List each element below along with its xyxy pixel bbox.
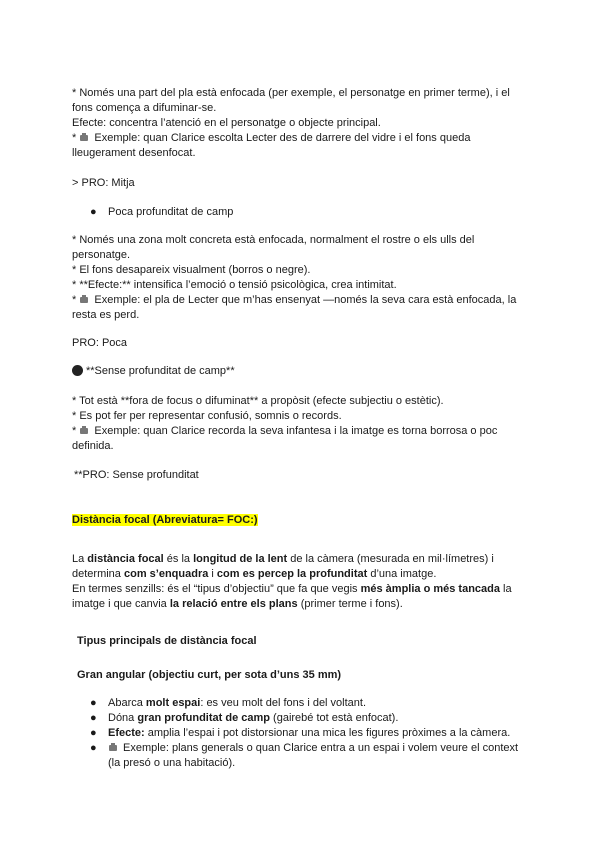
text-line: * Només una part del pla està enfocada (per exemple, el personatge en primer terme), i el [72, 87, 510, 99]
bullet-list-poca [90, 205, 530, 220]
bullet-icon: ● [90, 712, 97, 724]
text-line: Efecte: concentra l’atenció en el personatge o objecte principal. [72, 117, 381, 129]
text-line: * Es pot fer per representar confusió, somnis o records. [72, 410, 342, 422]
pro-mitja: > PRO: Mitja [72, 177, 135, 189]
text-line: (la presó o una habitació). [108, 757, 236, 769]
camera-icon [108, 743, 118, 752]
text-line: lleugerament desenfocat. [72, 147, 196, 159]
camera-icon [79, 295, 89, 304]
black-circle-icon [72, 365, 83, 376]
focal-paragraph [72, 552, 532, 612]
text-line: resta es perd. [72, 309, 140, 321]
bullet-icon: ● [90, 697, 97, 709]
example-line: * Exemple: quan Clarice escolta Lecter des de darrere del vidre i el fons queda [72, 132, 471, 144]
example-line: * Exemple: el pla de Lecter que m’has ensenyat —només la seva cara està enfocada, la [72, 294, 517, 306]
text-line: personatge. [72, 249, 131, 261]
list-item: ● Dóna gran profunditat de camp (gairebé tot està enfocat). [90, 712, 399, 724]
sense-paragraph [72, 394, 532, 454]
list-item: ● Poca profunditat de camp [90, 206, 234, 218]
text-line: * Només una zona molt concreta està enfocada, normalment el rostre o els ulls del [72, 234, 475, 246]
tipus-heading: Tipus principals de distància focal [77, 635, 257, 647]
text-line: * El fons desapareix visualment (borros o negre). [72, 264, 311, 276]
bullet-icon: ● [90, 742, 97, 754]
text-line: * **Efecte:** intensifica l’emoció o tensió psicològica, crea intimitat. [72, 279, 397, 291]
example-line: * Exemple: quan Clarice recorda la seva infantesa i la imatge es torna borrosa o poc [72, 425, 498, 437]
sense-heading: **Sense profunditat de camp** [72, 364, 532, 379]
pro-poca: PRO: Poca [72, 337, 128, 349]
text-line: imatge i que canvia la relació entre els plans (primer terme i fons). [72, 598, 403, 610]
bullet-icon: ● [90, 727, 97, 739]
bullet-icon: ● [90, 206, 97, 218]
poca-paragraph [72, 233, 532, 323]
focal-heading: Distància focal (Abreviatura= FOC:) [72, 514, 258, 526]
pro-sense: **PRO: Sense profunditat [74, 469, 199, 481]
camera-icon [79, 133, 89, 142]
text-line: determina com s’enquadra i com es percep la profunditat d’una imatge. [72, 568, 437, 580]
list-item: ● Efecte: amplia l’espai i pot distorsionar una mica les figures pròximes a la càmera. [90, 727, 511, 739]
gran-angular-heading: Gran angular (objectiu curt, per sota d’uns 35 mm) [77, 669, 342, 681]
camera-icon [79, 426, 89, 435]
intro-paragraph [72, 86, 532, 161]
text-line: fons comença a difuminar-se. [72, 102, 217, 114]
text-line: definida. [72, 440, 114, 452]
gran-angular-list [90, 696, 530, 771]
text-line: * Tot està **fora de focus o difuminat** a propòsit (efecte subjectiu o estètic). [72, 395, 444, 407]
list-item: ● Abarca molt espai: es veu molt del fons i del voltant. [90, 697, 367, 709]
text-line: La distància focal és la longitud de la lent de la càmera (mesurada en mil·límetres) i [72, 553, 494, 565]
list-item: ● Exemple: plans generals o quan Clarice entra a un espai i volem veure el context [90, 742, 519, 754]
text-line: En termes senzills: és el “tipus d’objectiu” que fa que vegis més àmplia o més tancada la [72, 583, 512, 595]
